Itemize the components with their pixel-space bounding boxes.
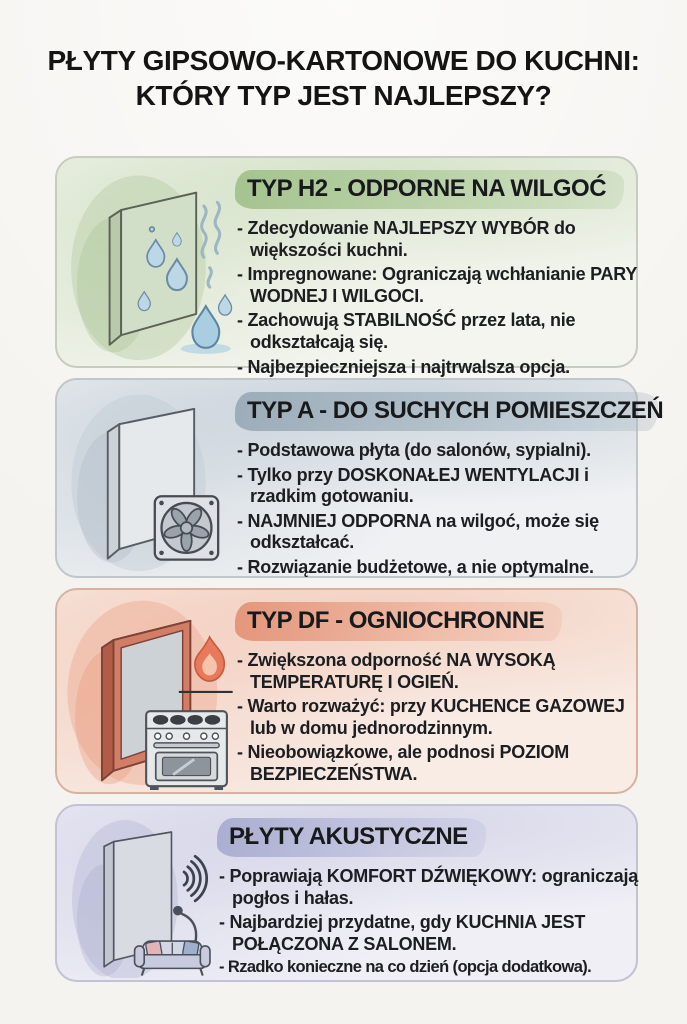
- bullet-item: - Najbezpieczniejsza i najtrwalsza opcja.: [237, 357, 641, 379]
- bullet-item: - Nieobowiązkowe, ale podnosi POZIOM BEZPIECZEŃSTWA.: [237, 742, 641, 785]
- moisture-panel-illustration: [61, 160, 239, 364]
- gas-stove-icon: [146, 711, 227, 790]
- section-header-text: TYP A - DO SUCHYCH POMIESZCZEŃ: [247, 397, 664, 424]
- section-header-text: PŁYTY AKUSTYCZNE: [229, 823, 468, 850]
- bullet-item: - NAJMNIEJ ODPORNA na wilgoć, może się odkształcać.: [237, 511, 641, 554]
- section-header-text: TYP DF - OGNIOCHRONNE: [247, 607, 545, 634]
- bullet-item: - Tylko przy DOSKONAŁEJ WENTYLACJI i rzadkim gotowaniu.: [237, 465, 641, 508]
- section-content: [237, 590, 636, 786]
- ventilation-fan-icon: [155, 496, 218, 559]
- bullet-item: - Zdecydowanie NAJLEPSZY WYBÓR do większości kuchni.: [237, 218, 641, 261]
- bullet-item: - Poprawiają KOMFORT DŹWIĘKOWY: ograniczają pogłos i hałas.: [219, 866, 639, 909]
- bullet-item: - Rzadko konieczne na co dzień (opcja dodatkowa).: [219, 958, 639, 978]
- bullet-list-typ-a: [237, 440, 641, 579]
- section-typ-h2: [55, 156, 638, 377]
- section-content: [237, 380, 664, 579]
- bullet-item: - Warto rozważyć: przy KUCHENCE GAZOWEJ lub w domu jednorodzinnym.: [237, 696, 641, 739]
- page-title-line1: PŁYTY GIPSOWO-KARTONOWE DO KUCHNI:: [47, 45, 640, 76]
- section-typ-df: [55, 588, 638, 794]
- fire-panel-stove-illustration: [61, 592, 239, 790]
- bullet-list-typ-h2: [237, 218, 641, 378]
- section-content: [219, 806, 636, 978]
- section-plyty-akustyczne: [55, 804, 638, 982]
- bullet-item: - Rozwiązanie budżetowe, a nie optymalne.: [237, 557, 641, 579]
- section-header-typ-a: [235, 392, 664, 431]
- bullet-item: - Zachowują STABILNOŚĆ przez lata, nie odkształcają się.: [237, 310, 641, 353]
- bullet-item: - Najbardziej przydatne, gdy KUCHNIA JEST POŁĄCZONA Z SALONEM.: [219, 912, 639, 955]
- ventilation-fan-panel-icon: [61, 382, 239, 574]
- ventilation-fan-panel-illustration: [61, 382, 239, 574]
- sound-waves-icon: [184, 856, 207, 901]
- section-typ-a: [55, 378, 664, 578]
- fire-panel-stove-icon: [61, 592, 239, 790]
- bullet-item: - Zwiększona odporność NA WYSOKĄ TEMPERATURĘ I OGIEŃ.: [237, 650, 641, 693]
- bullet-item: - Impregnowane: Ograniczają wchłanianie PARY WODNEJ I WILGOCI.: [237, 264, 641, 307]
- section-content: [237, 158, 636, 378]
- acoustic-panel-sofa-illustration: [61, 808, 221, 978]
- section-header-plyty-akustyczne: [217, 818, 486, 857]
- section-header-typ-h2: [235, 170, 624, 209]
- section-header-text: TYP H2 - ODPORNE NA WILGOĆ: [247, 175, 607, 202]
- moisture-panel-icon: [61, 160, 239, 364]
- page-title: [0, 44, 687, 113]
- bullet-item: - Podstawowa płyta (do salonów, sypialni).: [237, 440, 641, 462]
- bullet-list-typ-df: [237, 650, 641, 786]
- bullet-list-plyty-akustyczne: [219, 866, 639, 978]
- section-header-typ-df: [235, 602, 562, 641]
- page-title-line2: KTÓRY TYP JEST NAJLEPSZY?: [135, 79, 552, 111]
- acoustic-panel-sofa-icon: [61, 808, 221, 978]
